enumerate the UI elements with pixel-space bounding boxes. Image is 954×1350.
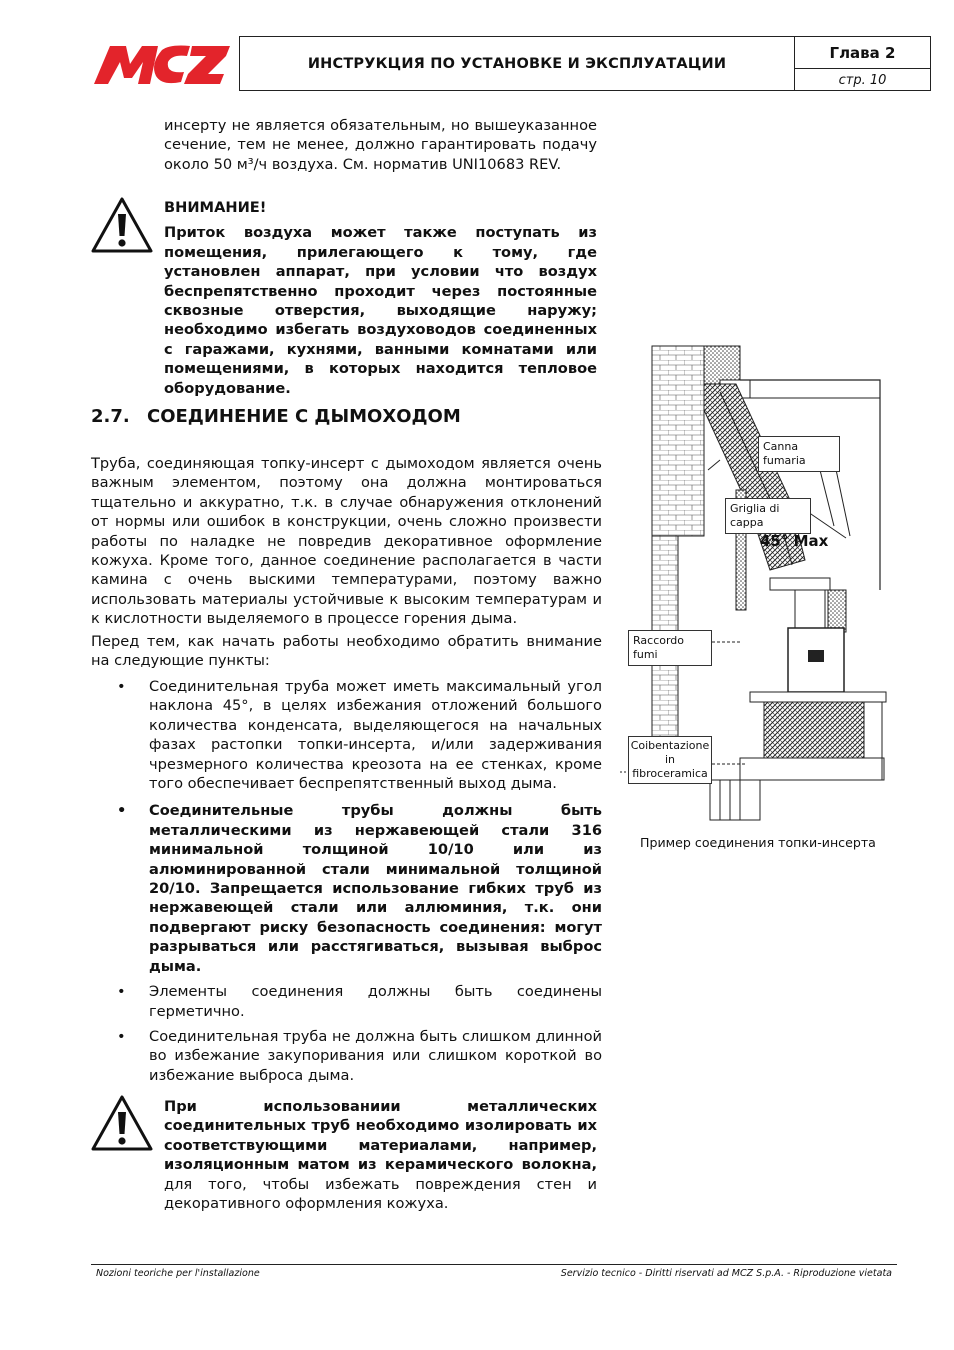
warning-block-1 <box>164 198 597 398</box>
warning-block-2 <box>164 1097 597 1213</box>
header-title-box <box>239 36 795 91</box>
warning-normal-text: для того, чтобы избежать повреждения стен и декоративного оформления кожуха. <box>164 1175 597 1213</box>
label-griglia-di-cappa: Griglia di cappa <box>725 498 811 534</box>
footer-right-text: Servizio tecnico - Diritti riservati ad MCZ S.p.A. - Riproduzione vietata <box>560 1268 892 1279</box>
list-item <box>91 982 602 1021</box>
bullet-icon: • <box>117 983 126 1001</box>
warning-title: ВНИМАНИЕ! <box>164 199 267 216</box>
bullet-icon: • <box>117 678 126 695</box>
list-item-text: Соединительные трубы должны быть металлическими из нержавеющей стали 316 минимальной толщиной 10/10 или из алюминированной стали минимальной толщиной 20/10. Запрещается использование гибких труб из нержавеющей стали или аллюминия, т.к. они подвергают риску безопасность соединения: могут разрываться или расстягиваться, вызывая выброс дыма. <box>149 802 602 975</box>
list-item-text: Элементы соединения должны быть соединены герметично. <box>149 983 602 1020</box>
list-item-text: Соединительная труба не должна быть слишком длинной во избежание закупоривания или слишком короткой во избежание выброса дыма. <box>149 1027 603 1084</box>
section-number: 2.7. <box>91 406 130 427</box>
body-paragraph-1: Труба, соединяющая топку-инсерт с дымоходом является очень важным элементом, поэтому она должна монтироваться тщательно и аккуратно, т.к. в случае обнаружения отклонений от нормы или ошибок в конструкции, очень сложно произвести работы по наладке не повредив декоративное оформление кожуха. Кроме того, данное соединение располагается в части камина с очень выскими температурами, поэтому важно использовать материалы устойчивые к высоким температурам и к кислотности выделяемого в процессе горения дыма. <box>91 455 602 628</box>
document-title: ИНСТРУКЦИЯ ПО УСТАНОВКЕ И ЭКСПЛУАТАЦИИ <box>307 55 727 72</box>
warning-icon <box>90 1094 154 1152</box>
list-item <box>91 801 602 976</box>
chapter-label: Глава 2 <box>795 37 930 69</box>
warning-bold-text: При использованиии металлических соединительных труб необходимо изолировать их соответствующими материалами, например, изоляционным матом из керамического волокна, <box>164 1098 597 1174</box>
intro-paragraph: инсерту не является обязательным, но вышеуказанное сечение, тем не менее, должно гарантировать подачу около 50 м³/ч воздуха. См. норматив UNI10683 REV. <box>164 117 597 173</box>
label-coibentazione-line1: Coibentazione <box>630 739 710 752</box>
mcz-logo <box>92 42 232 86</box>
footer-left-text: Nozioni teoriche per l'installazione <box>96 1268 260 1279</box>
label-45-max: 45° Max <box>760 532 829 550</box>
label-raccordo-fumi: Raccordo fumi <box>628 630 712 666</box>
bullet-list <box>91 677 602 1088</box>
warning-text: Приток воздуха может также поступать из помещения, прилегающего к тому, где установлен аппарат, при условии что воздух беспрепятственно проходит через постоянные сквозные отверстия, выходящие наружу; необходимо избегать воздуховодов соединенных с гаражами, кухнями, ванными комнатами или помещениями, в которых находится тепловое оборудование. <box>164 224 597 397</box>
figure-caption: Пример соединения топки-инсерта <box>640 835 876 850</box>
chapter-box <box>794 36 931 91</box>
page-number: стр. 10 <box>838 72 887 88</box>
list-item-text: Соединительная труба может иметь максимальный угол наклона 45°, в целях избежания отложений большого количества конденсата, выделяющегося на начальных фазах растопки топки-инсерта, и/или задерживания чрезмерного количества креозота на ее стенках, кроме того обеспечивает беспрепятственный выход дыма. <box>149 678 602 793</box>
label-coibentazione <box>628 736 712 784</box>
bullet-icon: • <box>117 802 127 820</box>
list-item <box>91 677 602 793</box>
body-paragraph-2: Перед тем, как начать работы необходимо обратить внимание на следующие пункты: <box>91 633 602 670</box>
label-coibentazione-line2: in fibroceramica <box>632 753 708 780</box>
label-canna-fumaria: Canna fumaria <box>758 436 840 472</box>
bullet-icon: • <box>117 1027 126 1045</box>
section-title: СОЕДИНЕНИЕ С ДЫМОХОДОМ <box>147 406 461 427</box>
list-item <box>91 1027 602 1085</box>
footer-divider <box>91 1264 897 1265</box>
section-heading <box>91 406 461 427</box>
chimney-connection-diagram <box>620 340 910 826</box>
warning-icon <box>90 196 154 254</box>
